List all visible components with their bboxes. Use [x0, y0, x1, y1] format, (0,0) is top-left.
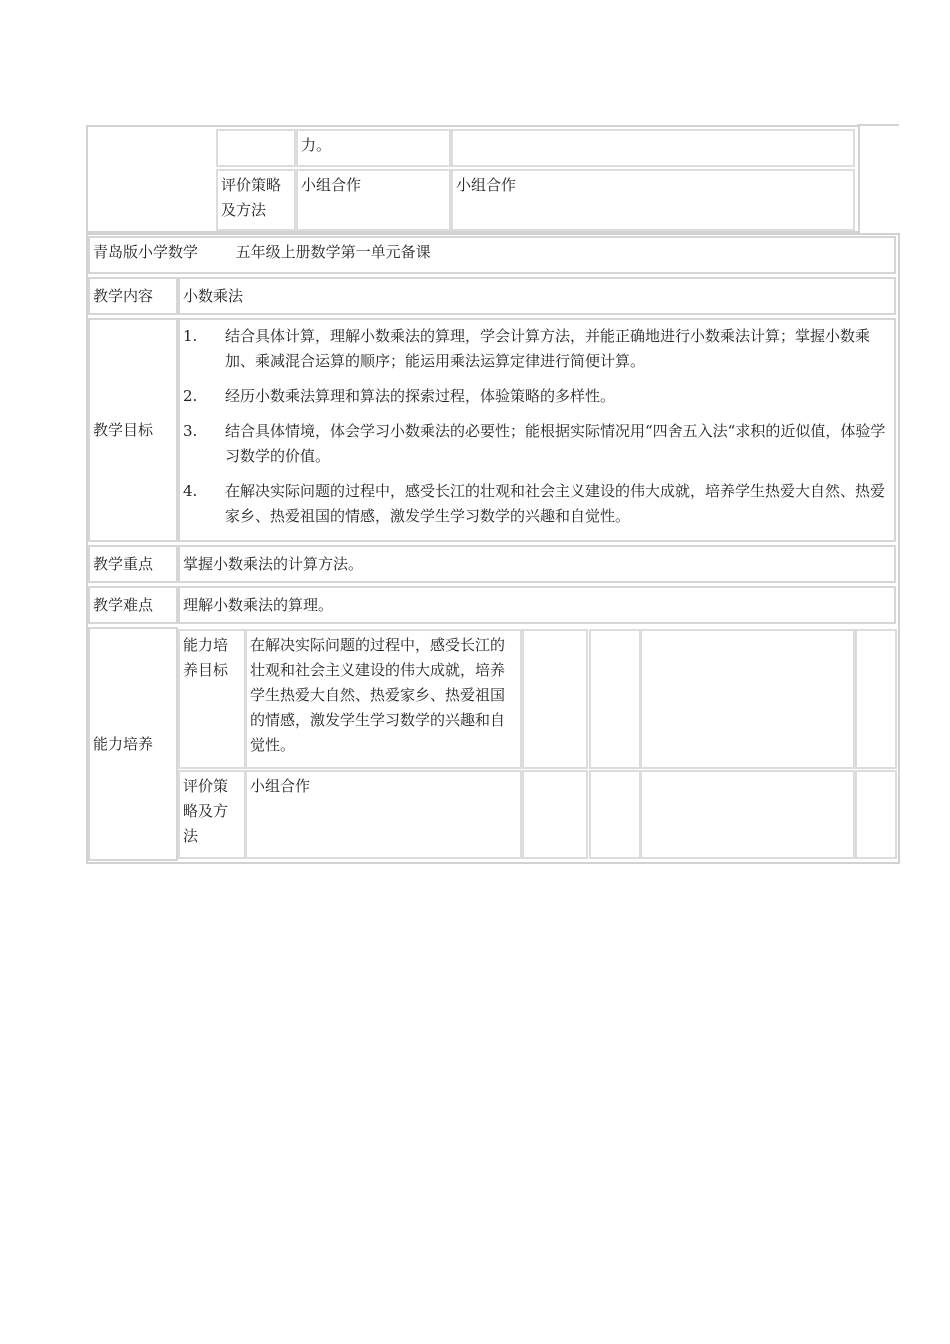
- top-row2-label: [216, 169, 296, 231]
- objective-text: 经历小数乘法算理和算法的探索过程，体验策略的多样性。: [225, 387, 616, 405]
- top-row2-col3: [296, 169, 451, 231]
- key-point-value-cell: [178, 545, 896, 583]
- objective-item-2: [183, 384, 891, 409]
- top-row2-col4-text: 小组合作: [456, 176, 517, 194]
- ability-label-cell: [88, 627, 178, 861]
- ability-eval-text: 小组合作: [250, 777, 311, 795]
- header-cell: [88, 236, 896, 274]
- top-row1-col3-text: 力。: [301, 136, 332, 154]
- top-row1-col3: [296, 129, 451, 167]
- ability-empty-cell: [855, 770, 897, 859]
- difficulty-value-cell: [178, 586, 896, 624]
- objective-num: 3.: [183, 422, 198, 440]
- difficulty-label-cell: [88, 586, 178, 624]
- top-row1-col4: [451, 129, 855, 167]
- ability-eval-label-cell: [178, 770, 246, 859]
- objective-text: 在解决实际问题的过程中，感受长江的壮观和社会主义建设的伟大成就，培养学生热爱大自然、热爱家乡、热爱祖国的情感，激发学生学习数学的兴趣和自觉性。: [225, 482, 886, 525]
- ability-empty-cell: [589, 770, 641, 859]
- objectives-content-cell: [178, 318, 896, 542]
- content-label-cell: [88, 277, 178, 315]
- top-right-rule: [857, 124, 899, 126]
- ability-empty-cell: [640, 770, 855, 859]
- ability-empty-cell: [855, 629, 897, 769]
- ability-empty-cell: [522, 629, 588, 769]
- ability-eval-label: 评价策略及方法: [183, 777, 229, 845]
- ability-empty-cell: [640, 629, 855, 769]
- objectives-label-cell: [88, 318, 178, 542]
- content-label: 教学内容: [93, 286, 154, 305]
- ability-goal-label-cell: [178, 629, 246, 769]
- ability-goal-text: 在解决实际问题的过程中，感受长江的壮观和社会主义建设的伟大成就，培养学生热爱大自然、热爱家乡、热爱祖国的情感，激发学生学习数学的兴趣和自觉性。: [250, 636, 506, 754]
- ability-empty-cell: [589, 629, 641, 769]
- top-row2-col4: [451, 169, 855, 231]
- difficulty-label: 教学难点: [93, 595, 154, 614]
- key-point-label-cell: [88, 545, 178, 583]
- objectives-label: 教学目标: [93, 420, 154, 439]
- objective-num: 4.: [183, 482, 198, 500]
- objective-text: 结合具体计算，理解小数乘法的算理，学会计算方法，并能正确地进行小数乘法计算；掌握小数乘加、乘减混合运算的顺序；能运用乘法运算定律进行简便计算。: [225, 327, 871, 370]
- objective-item-4: [183, 479, 891, 529]
- top-row2-col3-text: 小组合作: [301, 176, 362, 194]
- objective-num: 1.: [183, 327, 198, 345]
- objective-item-3: [183, 419, 891, 469]
- objective-item-1: [183, 324, 891, 374]
- ability-eval-text-cell: [245, 770, 522, 859]
- top-row1-col2: [216, 129, 296, 167]
- difficulty-value: 理解小数乘法的算理。: [183, 595, 334, 614]
- key-point-value: 掌握小数乘法的计算方法。: [183, 554, 364, 573]
- key-point-label: 教学重点: [93, 554, 154, 573]
- ability-label: 能力培养: [93, 734, 154, 753]
- objective-num: 2.: [183, 387, 198, 405]
- ability-goal-text-cell: [245, 629, 522, 769]
- ability-empty-cell: [522, 770, 588, 859]
- objective-text: 结合具体情境，体会学习小数乘法的必要性；能根据实际情况用“四舍五入法“求积的近似值，体验学习数学的价值。: [225, 422, 886, 465]
- header-title: 五年级上册数学第一单元备课: [235, 243, 431, 261]
- content-value-cell: [178, 277, 896, 315]
- header-publisher: 青岛版小学数学: [93, 243, 199, 261]
- top-row2-label-text: 评价策略及方法: [221, 176, 282, 219]
- ability-goal-label: 能力培养目标: [183, 636, 229, 679]
- content-value: 小数乘法: [183, 286, 244, 305]
